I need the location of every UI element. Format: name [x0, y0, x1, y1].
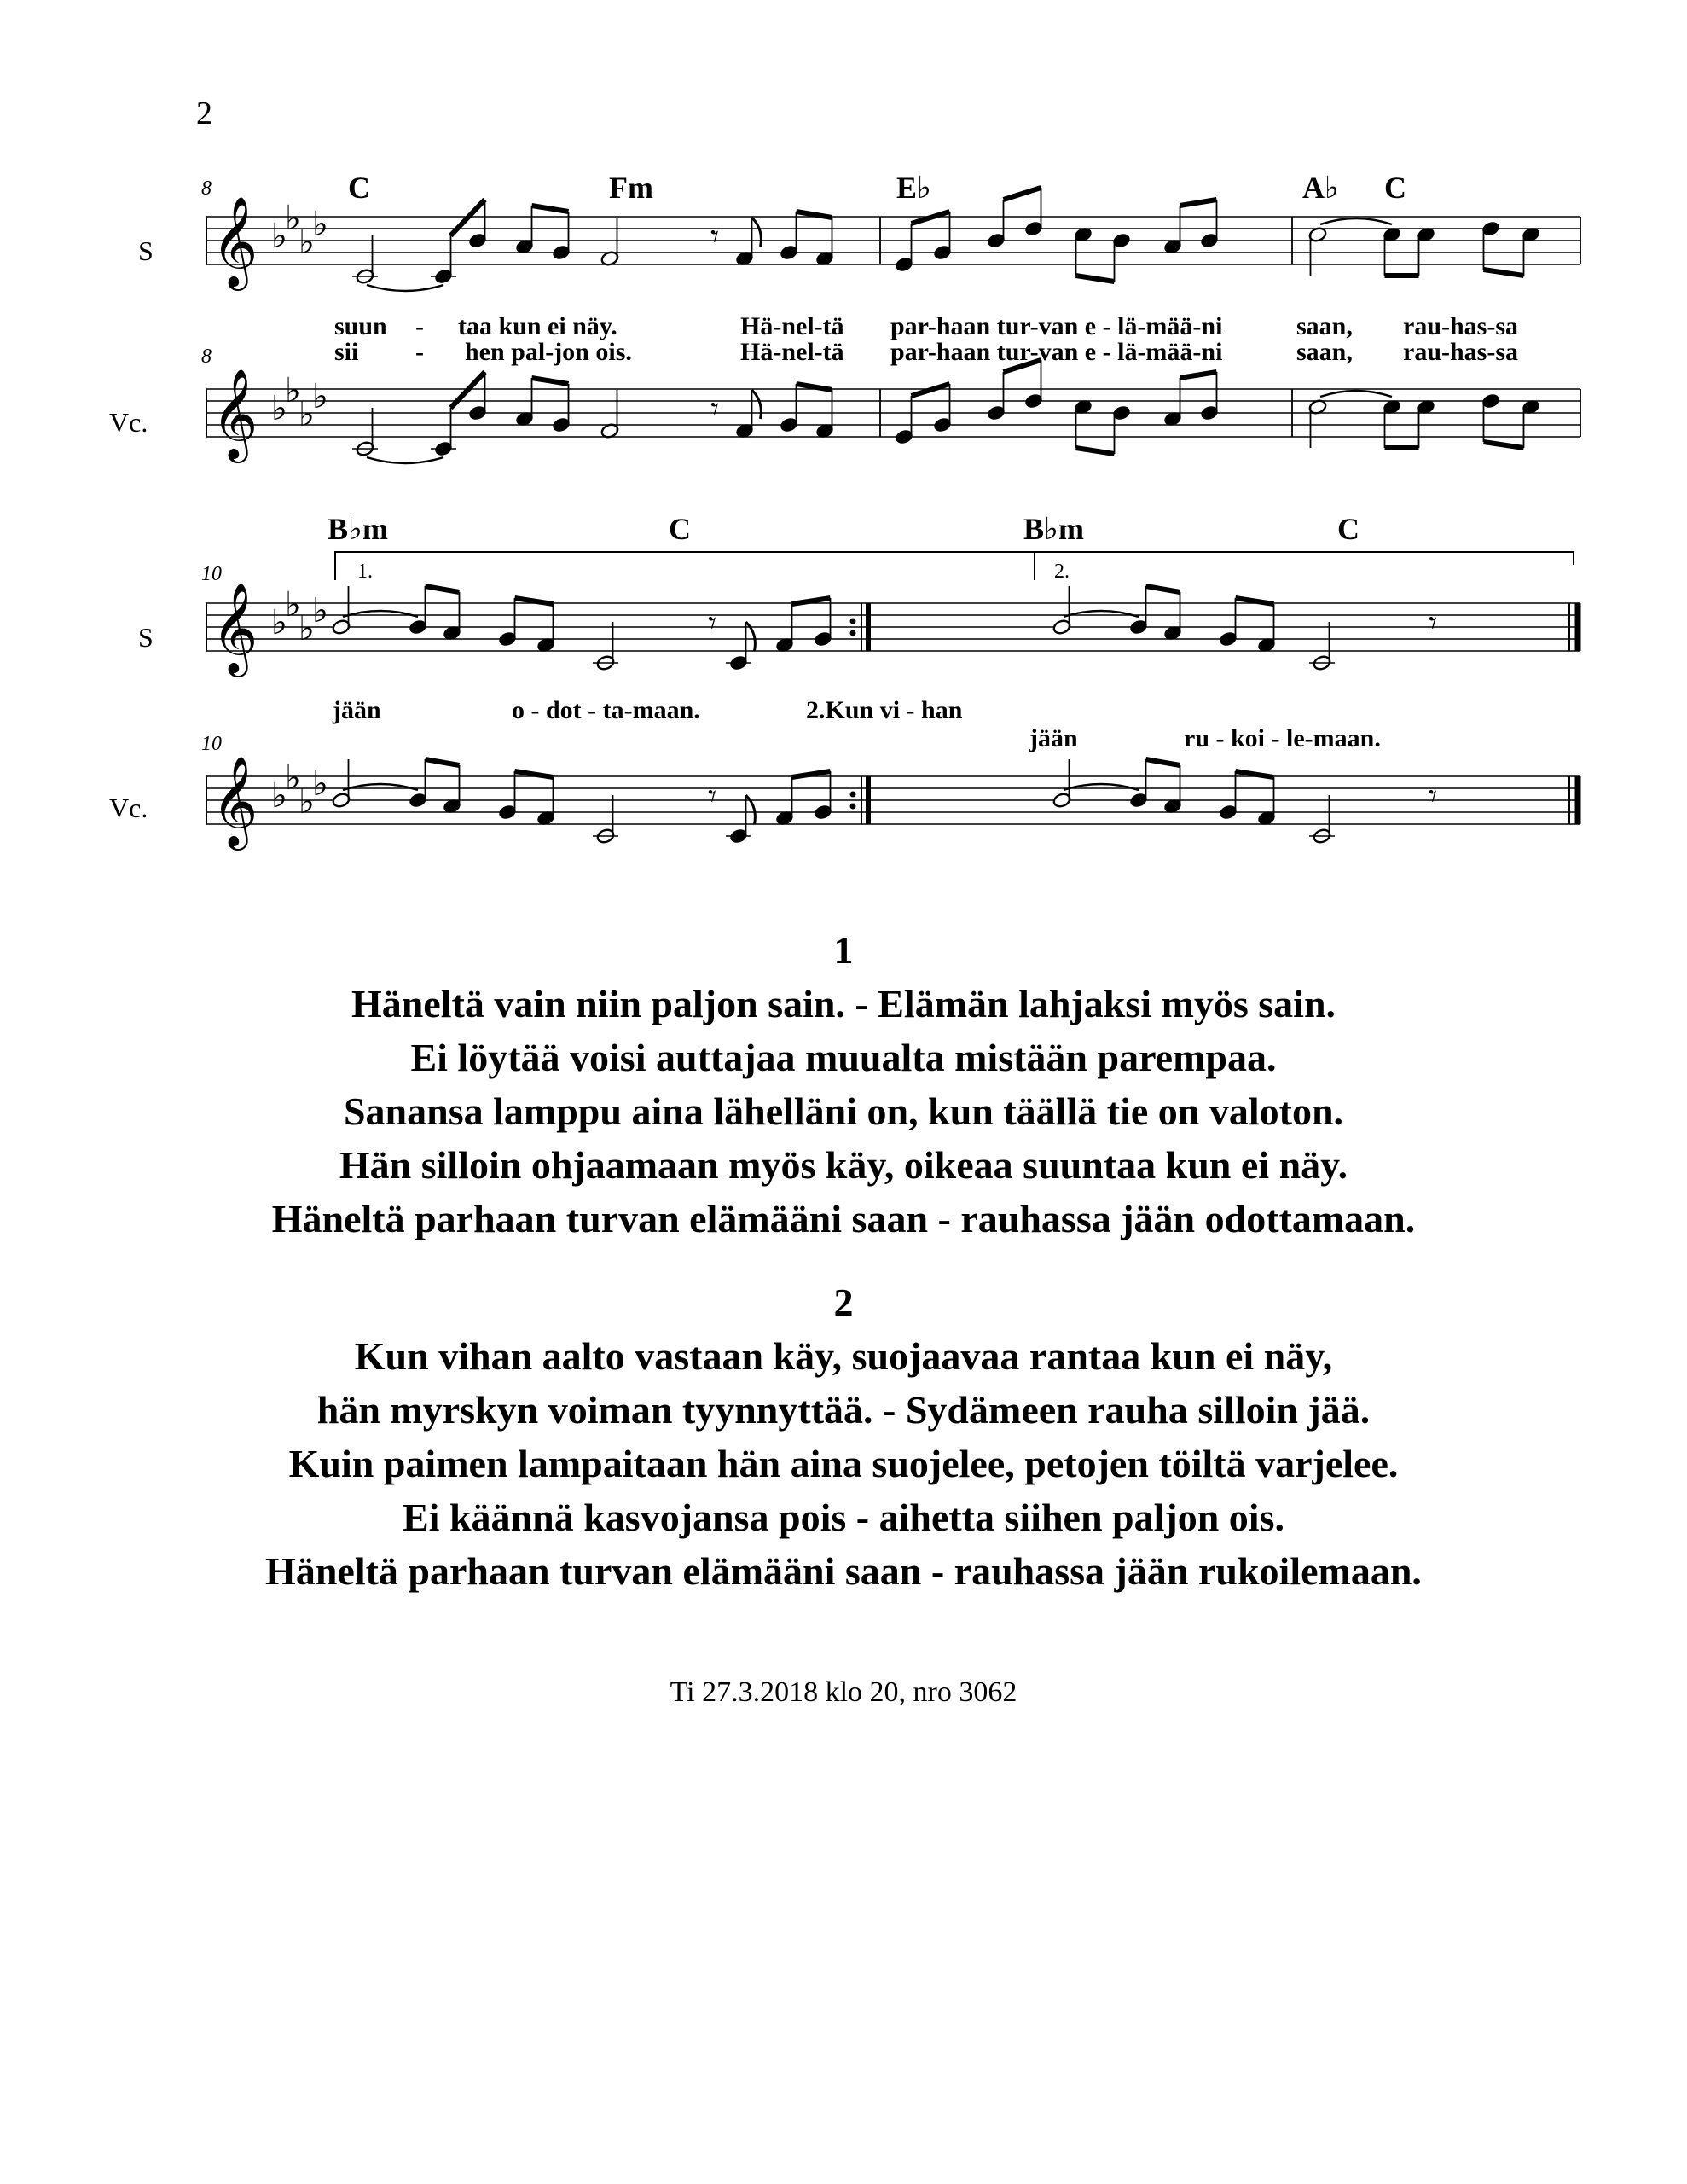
chord-symbol: A♭	[1302, 171, 1339, 205]
chord-symbol: C	[1337, 512, 1359, 546]
lyric-syllable: rau-has-sa	[1403, 338, 1519, 366]
note-beam	[1146, 759, 1180, 765]
verse-line: Kuin paimen lampaitaan hän aina suojelee, petojen töiltä varjelee.	[288, 1442, 1399, 1485]
measure-number-system1: 8	[201, 177, 212, 200]
verse-2	[0, 1275, 1687, 1598]
lyric-syllable: taa kun ei näy.	[458, 312, 617, 340]
instrument-label-soprano: S	[138, 235, 154, 266]
note-beam	[912, 212, 950, 224]
lyric-syllable: par-haan tur-van e - lä-mää-ni	[890, 338, 1223, 366]
instrument-label-cello: Vc.	[109, 793, 148, 823]
chord-symbol: E♭	[896, 171, 931, 205]
repeat-dot	[850, 792, 856, 798]
verse-line: Ei löytää voisi auttajaa muualta mistään parempaa.	[410, 1036, 1277, 1079]
flat-sign-icon: ♭	[285, 585, 301, 624]
volta-bracket-2	[1035, 552, 1574, 580]
chord-symbol: C	[348, 171, 370, 205]
repeat-dot	[850, 630, 856, 636]
lyric-syllable: hen pal-jon ois.	[465, 338, 632, 366]
tie-slur	[367, 457, 443, 463]
note-beam	[1004, 188, 1041, 200]
tie-slur	[1320, 391, 1392, 397]
note-beam	[1484, 270, 1524, 276]
measure-number-cello-system2: 10	[201, 733, 222, 755]
note-beam	[1076, 276, 1115, 282]
chord-symbol: B♭m	[328, 512, 388, 546]
volta-1-label: 1.	[357, 561, 373, 583]
eighth-rest-icon: 𝄾	[710, 218, 720, 255]
treble-clef-icon: 𝄞	[212, 582, 258, 673]
chord-symbol: C	[1384, 171, 1406, 205]
tie-slur	[343, 611, 418, 617]
note-beam	[1484, 442, 1524, 448]
treble-clef-icon: 𝄞	[212, 368, 258, 459]
flat-sign-icon: ♭	[285, 371, 301, 410]
measure-number-system2: 10	[201, 563, 222, 585]
flat-sign-icon: ♭	[312, 591, 328, 630]
verse-line: Häneltä parhaan turvan elämääni saan - rauhassa jään odottamaan.	[271, 1197, 1416, 1240]
music-score	[0, 0, 1687, 870]
tie-slur	[1064, 784, 1139, 790]
volta-2-label: 2.	[1054, 561, 1070, 583]
note-beam	[1180, 200, 1217, 206]
chord-symbol: C	[669, 512, 691, 546]
lyric-syllable: -	[415, 338, 424, 366]
verse-line: Häneltä parhaan turvan elämääni saan - rauhassa jään rukoilemaan.	[265, 1549, 1422, 1593]
lyric-syllable: ru - koi - le-maan.	[1184, 724, 1381, 752]
tie-slur	[343, 784, 418, 790]
tie-slur	[1320, 218, 1392, 224]
eighth-rest-icon: 𝄾	[708, 604, 717, 642]
lyric-syllable: jään	[333, 696, 381, 724]
lyric-syllable: saan,	[1296, 338, 1353, 366]
eighth-rest-icon: 𝄾	[1429, 604, 1438, 642]
note-flag	[746, 622, 756, 651]
verse-line: Kun vihan aalto vastaan käy, suojaavaa rantaa kun ei näy,	[354, 1334, 1333, 1378]
lyric-syllable: o - dot - ta-maan.	[512, 696, 700, 724]
note-beam	[1146, 586, 1180, 592]
note-beam	[1180, 372, 1217, 378]
note-flag	[746, 795, 756, 824]
flat-sign-icon: ♭	[271, 603, 287, 642]
footer-date: Ti 27.3.2018 klo 20, nro 3062	[670, 1676, 1017, 1708]
note-beam	[451, 372, 485, 408]
note-beam	[1076, 448, 1115, 454]
flat-sign-icon: ♭	[312, 205, 328, 244]
flat-sign-icon: ♭	[271, 389, 287, 428]
note-beam	[426, 586, 460, 592]
repeat-dot	[850, 804, 856, 810]
instrument-label-cello: Vc.	[109, 407, 148, 438]
flat-sign-icon: ♭	[299, 609, 315, 648]
note-beam	[532, 378, 569, 384]
lyric-syllable: saan,	[1296, 312, 1353, 340]
lyric-syllable: -	[415, 312, 424, 340]
verse-line: Häneltä vain niin paljon sain. - Elämän lahjaksi myös sain.	[351, 982, 1336, 1025]
flat-sign-icon: ♭	[285, 199, 301, 238]
measure-number-cello-system1: 8	[201, 346, 212, 368]
verse-line: Ei käännä kasvojansa pois - aihetta siihen paljon ois.	[403, 1496, 1284, 1539]
lyric-syllable: par-haan tur-van e - lä-mää-ni	[890, 312, 1223, 340]
treble-clef-icon: 𝄞	[212, 755, 258, 846]
note-beam	[532, 206, 569, 212]
verse-line: hän myrskyn voiman tyynnyttää. - Sydämeen rauha silloin jää.	[316, 1388, 1371, 1432]
flat-sign-icon: ♭	[271, 776, 287, 816]
verse-1	[0, 923, 1687, 1246]
note-beam	[451, 200, 485, 235]
volta-bracket-1	[335, 552, 1034, 580]
tie-slur	[1064, 611, 1139, 617]
treble-clef-icon: 𝄞	[212, 195, 258, 287]
lyric-syllable: Hä-nel-tä	[740, 312, 844, 340]
note-beam	[426, 759, 460, 765]
flat-sign-icon: ♭	[312, 377, 328, 416]
lyric-syllable: Hä-nel-tä	[740, 338, 844, 366]
verse-line: Sanansa lamppu aina lähelläni on, kun täällä tie on valoton.	[343, 1089, 1344, 1133]
flat-sign-icon: ♭	[299, 782, 315, 822]
chord-symbol: B♭m	[1023, 512, 1084, 546]
instrument-label-soprano: S	[138, 622, 154, 653]
lyric-syllable: rau-has-sa	[1403, 312, 1519, 340]
eighth-rest-icon: 𝄾	[1429, 777, 1438, 815]
note-flag	[752, 218, 762, 247]
flat-sign-icon: ♭	[271, 217, 287, 256]
flat-sign-icon: ♭	[299, 223, 315, 262]
tie-slur	[367, 285, 443, 291]
flat-sign-icon: ♭	[285, 758, 301, 798]
lyric-syllable: sii	[334, 338, 359, 366]
repeat-dot	[850, 619, 856, 624]
page-number: 2	[196, 96, 212, 131]
note-beam	[912, 384, 950, 396]
verse-line: Hän silloin ohjaamaan myös käy, oikeaa suuntaa kun ei näy.	[339, 1143, 1348, 1187]
chord-symbol: Fm	[609, 171, 653, 205]
lyric-syllable: 2.Kun vi - han	[806, 696, 963, 724]
verse-number: 1	[833, 928, 854, 972]
lyric-syllable: jään	[1029, 724, 1078, 752]
lyric-syllable: suun	[334, 312, 387, 340]
flat-sign-icon: ♭	[312, 764, 328, 804]
eighth-rest-icon: 𝄾	[710, 390, 720, 427]
eighth-rest-icon: 𝄾	[708, 777, 717, 815]
flat-sign-icon: ♭	[299, 395, 315, 434]
note-flag	[752, 390, 762, 419]
verse-number: 2	[833, 1281, 854, 1324]
